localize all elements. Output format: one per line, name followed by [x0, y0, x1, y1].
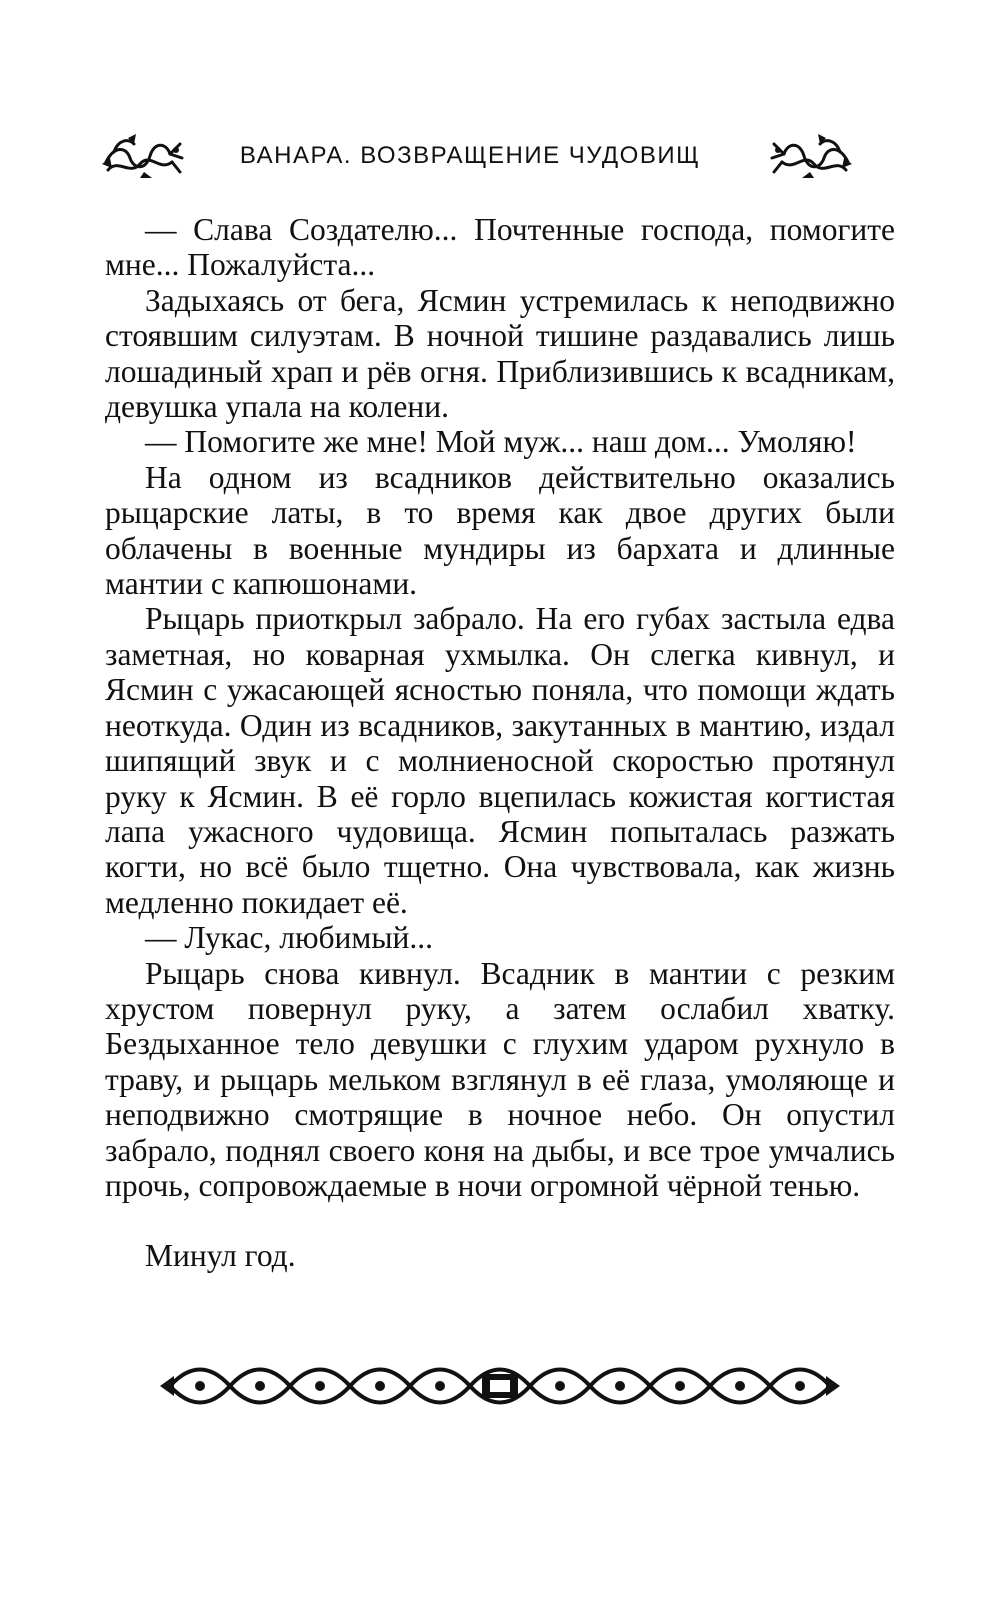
paragraph: На одном из всадников действительно оказались рыцарские латы, в то время как двое других были облачены в военные мундиры из бархата и длинные мантии с капюшонами.	[105, 459, 895, 602]
paragraph: — Помогите же мне! Мой муж... наш дом... Умоляю!	[145, 424, 857, 460]
running-header	[0, 128, 1000, 188]
paragraph: Рыцарь снова кивнул. Всадник в мантии с резким хрустом повернул руку, а затем ослабил хватку. Бездыханное тело девушки с глухим ударом рухнуло в траву, и рыцарь мельком взглянул в её глаза, умоляюще и неподвижно смотрящие в ночное небо. Он опустил забрало, поднял своего коня на дыбы, и все трое умчались прочь, сопровождаемые в ночи огромной чёрной тенью.	[105, 955, 895, 1203]
body-text	[105, 212, 895, 1274]
paragraph: Задыхаясь от бега, Ясмин устремилась к неподвижно стоявшим силуэтам. В ночной тишине раздавались лишь лошадиный храп и рёв огня. Приблизившись к всадникам, девушка упала на колени.	[105, 282, 895, 425]
paragraph: Рыцарь приоткрыл забрало. На его губах застыла едва заметная, но коварная ухмылка. Он слегка кивнул, и Ясмин с ужасающей ясностью поняла, что помощи ждать неоткуда. Один из всадников, закутанных в мантию, издал шипящий звук и с молниеносной скоростью протянул руку к Ясмин. В её горло вцепилась кожистая когтистая лапа ужасного чудовища. Ясмин попыталась разжать когти, но всё было тщетно. Она чувствовала, как жизнь медленно покидает её.	[105, 601, 895, 920]
dragon-ornament-right-icon	[770, 132, 854, 180]
paragraph: — Лукас, любимый...	[145, 920, 433, 956]
paragraph-final: Минул год.	[145, 1238, 296, 1274]
paragraph: — Слава Создателю... Почтенные господа, помогите мне... Пожалуйста...	[105, 212, 895, 283]
running-header-title: ВАНАРА. ВОЗВРАЩЕНИЕ ЧУДОВИЩ	[239, 142, 701, 169]
dragon-ornament-left-icon	[100, 132, 184, 180]
celtic-knot-divider-icon	[160, 1358, 840, 1414]
